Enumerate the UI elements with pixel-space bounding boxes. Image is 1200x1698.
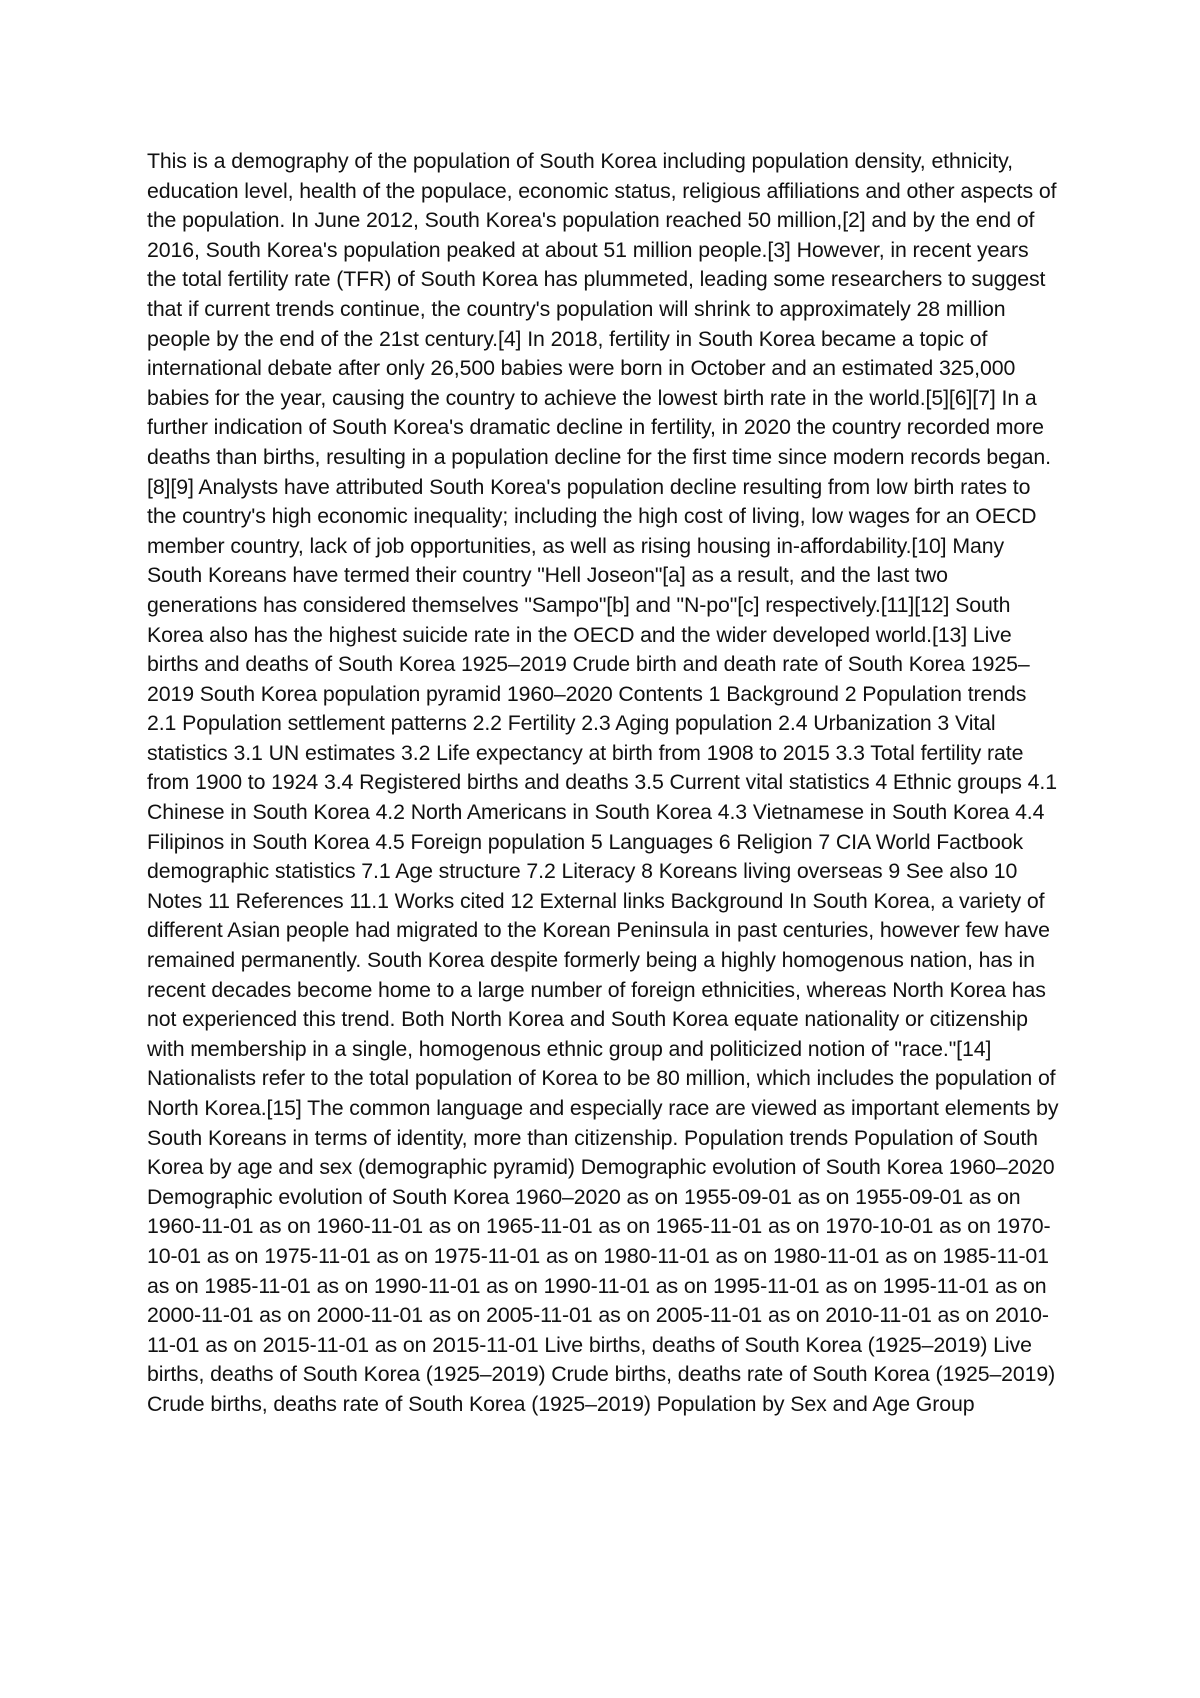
body-paragraph: This is a demography of the population of South Korea including population density, ethnicity, education level, health of the populace, economic status, religious affiliations and other aspects of the population. In June 2012, South Korea's population reached 50 million,[2] and by the end of 2016, South Korea's population peaked at about 51 million people.[3] However, in recent years the total fertility rate (TFR) of South Korea has plummeted, leading some researchers to suggest that if current trends continue, the country's population will shrink to approximately 28 million people by the end of the 21st century.[4] In 2018, fertility in South Korea became a topic of international debate after only 26,500 babies were born in October and an estimated 325,000 babies for the year, causing the country to achieve the lowest birth rate in the world.[5][6][7] In a further indication of South Korea's dramatic decline in fertility, in 2020 the country recorded more deaths than births, resulting in a population decline for the first time since modern records began.[8][9] Analysts have attributed South Korea's population decline resulting from low birth rates to the country's high economic inequality; including the high cost of living, low wages for an OECD member country, lack of job opportunities, as well as rising housing in-affordability.[10] Many South Koreans have termed their country "Hell Joseon"[a] as a result, and the last two generations has considered themselves "Sampo"[b] and "N-po"[c] respectively.[11][12] South Korea also has the highest suicide rate in the OECD and the wider developed world.[13] Live births and deaths of South Korea 1925–2019 Crude birth and death rate of South Korea 1925–2019 South Korea population pyramid 1960–2020 Contents 1 Background 2 Population trends 2.1 Population settlement patterns 2.2 Fertility 2.3 Aging population 2.4 Urbanization 3 Vital statistics 3.1 UN estimates 3.2 Life expectancy at birth from 1908 to 2015 3.3 Total fertility rate from 1900 to 1924 3.4 Registered births and deaths 3.5 Current vital statistics 4 Ethnic groups 4.1 Chinese in South Korea 4.2 North Americans in South Korea 4.3 Vietnamese in South Korea 4.4 Filipinos in South Korea 4.5 Foreign population 5 Languages 6 Religion 7 CIA World Factbook demographic statistics 7.1 Age structure 7.2 Literacy 8 Koreans living overseas 9 See also 10 Notes 11 References 11.1 Works cited 12 External links Background In South Korea, a variety of different Asian people had migrated to the Korean Peninsula in past centuries, however few have remained permanently. South Korea despite formerly being a highly homogenous nation, has in recent decades become home to a large number of foreign ethnicities, whereas North Korea has not experienced this trend. Both North Korea and South Korea equate nationality or citizenship with membership in a single, homogenous ethnic group and politicized notion of "race."[14] Nationalists refer to the total population of Korea to be 80 million, which includes the population of North Korea.[15] The common language and especially race are viewed as important elements by South Koreans in terms of identity, more than citizenship. Population trends Population of South Korea by age and sex (demographic pyramid) Demographic evolution of South Korea 1960–2020 Demographic evolution of South Korea 1960–2020 as on 1955-09-01 as on 1955-09-01 as on 1960-11-01 as on 1960-11-01 as on 1965-11-01 as on 1965-11-01 as on 1970-10-01 as on 1970-10-01 as on 1975-11-01 as on 1975-11-01 as on 1980-11-01 as on 1980-11-01 as on 1985-11-01 as on 1985-11-01 as on 1990-11-01 as on 1990-11-01 as on 1995-11-01 as on 1995-11-01 as on 2000-11-01 as on 2000-11-01 as on 2005-11-01 as on 2005-11-01 as on 2010-11-01 as on 2010-11-01 as on 2015-11-01 as on 2015-11-01 Live births, deaths of South Korea (1925–2019) Live births, deaths of South Korea (1925–2019) Crude births, deaths rate of South Korea (1925–2019) Crude births, deaths rate of South Korea (1925–2019) Population by Sex and Age Group (147, 149, 1059, 1416)
body-text-block (147, 147, 1059, 1420)
